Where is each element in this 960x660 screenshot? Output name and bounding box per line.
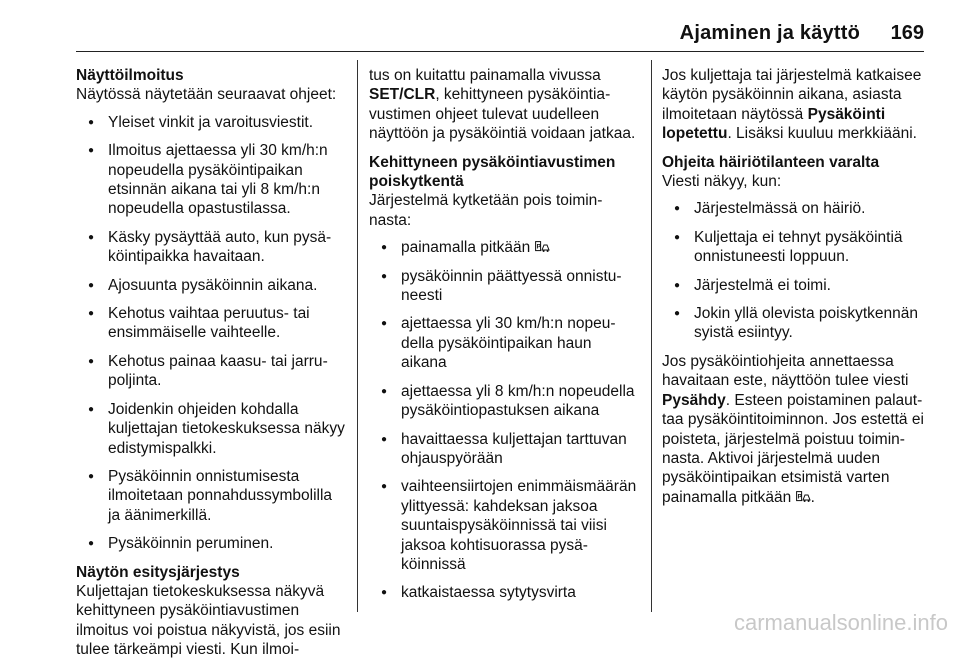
- park-assist-icon: [796, 491, 811, 503]
- park-assist-icon: [535, 241, 550, 253]
- bullet-list: [369, 238, 639, 603]
- column-3: [662, 66, 928, 507]
- page-header: [0, 0, 960, 60]
- list-item: ● katkaistaessa sytytysvirta: [369, 583, 639, 602]
- list-item: ● painamalla pitkään P: [369, 238, 639, 257]
- stop-label: Pysähdy: [662, 391, 726, 409]
- paragraph: Järjestelmä kytketään pois toiminnasta:: [369, 192, 603, 229]
- list-item: ● Kuljettaja ei tehnyt pysäköintiä onnistuneesti loppuun.: [662, 228, 928, 267]
- section-heading-deactivation: Kehittyneen pysäköintiavustimen poiskytkentä: [369, 153, 616, 191]
- svg-text:P: P: [536, 243, 541, 251]
- list-item: ● vaihteensiirtojen enimmäismäärän ylittyessä: kahdeksan jaksoa suuntaispysäköinnissä tai viisi jaksoa kohtisuorassa pysäköinnissä: [369, 477, 639, 574]
- list-item: ● Järjestelmässä on häiriö.: [662, 199, 928, 218]
- list-item: ● Käsky pysäyttää auto, kun pysäköintipaikka havaitaan.: [76, 228, 346, 267]
- bullet-list: [76, 113, 346, 554]
- paragraph: Viesti näkyy, kun:: [662, 173, 782, 191]
- list-item: ● Ajosuunta pysäköinnin aikana.: [76, 276, 346, 295]
- paragraph: Näytössä näytetään seuraavat ohjeet:: [76, 86, 337, 104]
- bullet-list: [662, 199, 928, 342]
- list-item: ● Järjestelmä ei toimi.: [662, 276, 928, 295]
- paragraph: Kuljettajan tietokeskuksessa näkyvä kehittyneen pysäköintiavustimen ilmoitus voi poistua näkyvistä, jos esiin tulee tärkeämpi viesti. Kun ilmoi-: [76, 582, 341, 659]
- chapter-title: Ajaminen ja käyttö: [679, 22, 860, 44]
- list-item: ● Kehotus painaa kaasu- tai jarrupoljinta.: [76, 352, 346, 391]
- watermark: carmanualsonline.info: [733, 610, 948, 635]
- list-item: ● Kehotus vaihtaa peruutus- tai ensimmäiselle vaihteelle.: [76, 304, 346, 343]
- header-rule: [76, 51, 924, 52]
- list-item: ● Pysäköinnin peruminen.: [76, 534, 346, 553]
- list-item: ● pysäköinnin päättyessä onnistuneesti: [369, 267, 639, 306]
- list-item: ● Yleiset vinkit ja varoitusviestit.: [76, 113, 346, 132]
- page-number: 169: [890, 22, 924, 44]
- column-1: [76, 66, 346, 660]
- list-item: ● Pysäköinnin onnistumisesta ilmoitetaan ponnahdussymbolilla ja äänimerkillä.: [76, 467, 346, 525]
- parking-ended-label: Pysäköinti lopetettu: [662, 105, 886, 143]
- list-item: ● ajettaessa yli 30 km/h:n nopeudella pysäköintipaikan haun aikana: [369, 314, 639, 372]
- paragraph: Jos pysäköintiohjeita annettaessa havaitaan este, näyttöön tulee viesti Pysähdy. Esteen poistaminen palauttaa pysäköintitoiminnon. Jos estettä ei poisteta, järjestelmä poistuu toiminnasta. Aktivoi järjestelmä uuden pysäköintipaikan etsimistä varten painamalla pitkään P .: [662, 352, 924, 506]
- list-item: ● havaittaessa kuljettajan tarttuvan ohjauspyörään: [369, 430, 639, 469]
- list-item: ● Jokin yllä olevista poiskytkennän syistä esiintyy.: [662, 304, 928, 343]
- section-heading-display-order: Näytön esitysjärjestys: [76, 563, 240, 581]
- column-divider-2: [651, 60, 652, 612]
- section-heading-fault: Ohjeita häiriötilanteen varalta: [662, 153, 880, 171]
- paragraph: Jos kuljettaja tai järjestelmä katkaisee käytön pysäköinnin aikana, asiasta ilmoitetaan näytössä Pysäköinti lopetettu. Lisäksi kuuluu merkkiääni.: [662, 67, 922, 143]
- list-item: ● Joidenkin ohjeiden kohdalla kuljettajan tietokeskuksessa näkyy edistymispalkki.: [76, 400, 346, 458]
- column-divider-1: [357, 60, 358, 612]
- column-2: [369, 66, 639, 612]
- section-heading-display-message: Näyttöilmoitus: [76, 67, 184, 84]
- svg-text:P: P: [797, 493, 802, 501]
- list-item: ● Ilmoitus ajettaessa yli 30 km/h:n nopeudella pysäköintipaikan etsinnän aikana tai yli 8 km/h:n nopeudella opastustilassa.: [76, 141, 346, 219]
- set-clr-label: SET/CLR: [369, 86, 436, 104]
- paragraph: tus on kuitattu painamalla vivussa SET/CLR, kehittyneen pysäköintiavustimen ohjeet tulevat uudelleen näyttöön ja pysäköintiä voidaan jatkaa.: [369, 67, 636, 143]
- list-item: ● ajettaessa yli 8 km/h:n nopeudella pysäköintiopastuksen aikana: [369, 382, 639, 421]
